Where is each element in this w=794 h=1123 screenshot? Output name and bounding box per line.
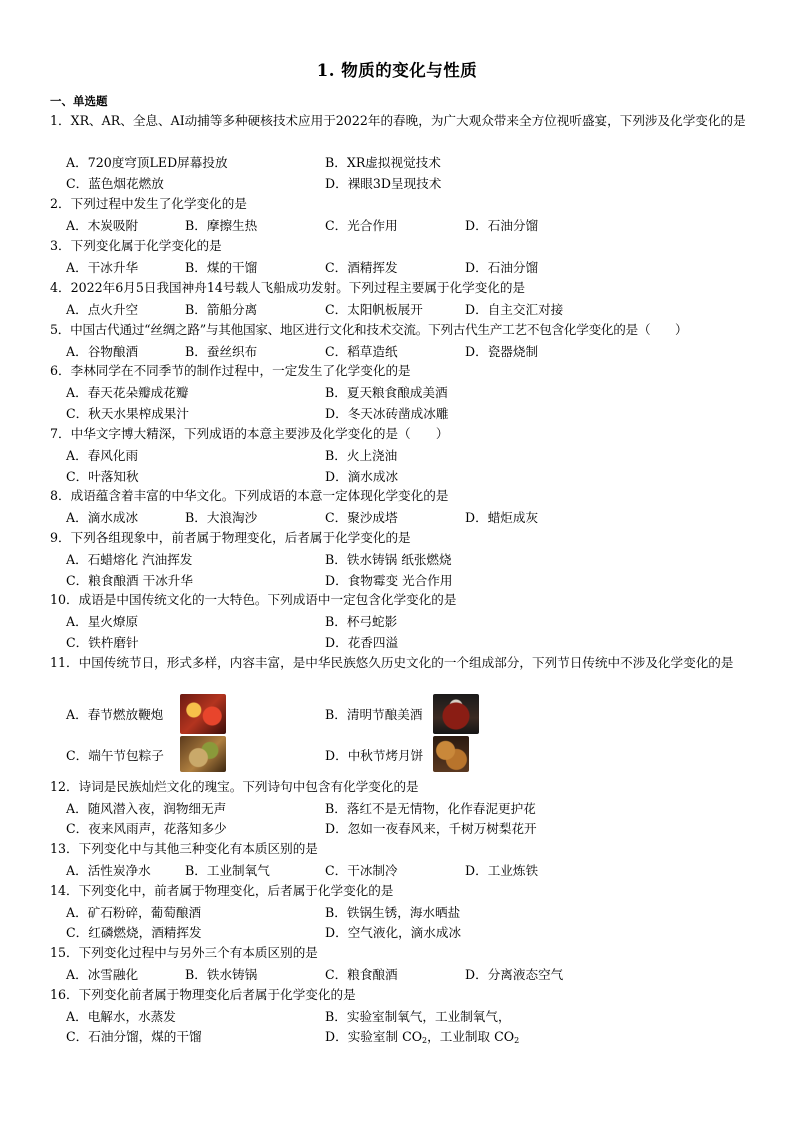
option-b: B．火上浇油 bbox=[325, 448, 398, 463]
option-b: B．落红不是无情物，化作春泥更护花 bbox=[325, 801, 536, 816]
option-b: B．大浪淘沙 bbox=[185, 510, 258, 525]
question-10-stem: 10．成语是中国传统文化的一大特色。下列成语中一定包含化学变化的是 bbox=[50, 592, 457, 607]
question-10-options-row2 bbox=[0, 632, 794, 653]
question-14-options-row2 bbox=[0, 922, 794, 943]
question-6-stem: 6．李林同学在不同季节的制作过程中，一定发生了化学变化的是 bbox=[50, 363, 411, 378]
question-12-options bbox=[0, 798, 794, 819]
option-c: C．石油分馏，煤的干馏 bbox=[66, 1029, 202, 1044]
option-a: A．矿石粉碎，葡萄酿酒 bbox=[66, 905, 202, 920]
option-c: C．干冰制冷 bbox=[325, 863, 398, 878]
question-5-options bbox=[0, 341, 794, 362]
option-d: D．空气液化，滴水成冰 bbox=[325, 925, 462, 940]
question-1-stem: 1．XR、AR、全息、AI动捕等多种硬核技术应用于2022年的春晚，为广大观众带来全方位视听盛宴，下列涉及化学变化的是 bbox=[50, 113, 746, 128]
option-a: A．春天花朵瓣成花瓣 bbox=[66, 385, 189, 400]
question-7-stem: 7．中华文字博大精深，下列成语的本意主要涉及化学变化的是（ ） bbox=[50, 426, 449, 441]
question-14-options bbox=[0, 902, 794, 923]
page-title: 1. 物质的变化与性质 bbox=[316, 61, 478, 80]
option-b: B．清明节酿美酒 bbox=[325, 707, 423, 722]
question-7-options bbox=[0, 445, 794, 466]
option-c: C．蓝色烟花燃放 bbox=[66, 176, 164, 191]
option-b: B．工业制氧气 bbox=[185, 863, 270, 878]
option-c: C．叶落知秋 bbox=[66, 469, 139, 484]
option-a: A．活性炭净水 bbox=[66, 863, 151, 878]
question-3-options bbox=[0, 257, 794, 278]
option-a: A．电解水，水蒸发 bbox=[66, 1009, 176, 1024]
option-d: D．蜡炬成灰 bbox=[465, 510, 539, 525]
option-b: B．蚕丝织布 bbox=[185, 344, 258, 359]
option-d: D．冬天冰砖凿成冰雕 bbox=[325, 406, 449, 421]
subscript: 2 bbox=[422, 1036, 428, 1045]
option-a: A．干冰升华 bbox=[66, 260, 139, 275]
option-d: D．瓷器烧制 bbox=[465, 344, 539, 359]
option-d: D．自主交汇对接 bbox=[465, 302, 564, 317]
option-d: D．滴水成冰 bbox=[325, 469, 399, 484]
option-d-mid: ，工业制取 CO bbox=[427, 1029, 515, 1044]
zongzi-photo bbox=[180, 736, 226, 772]
firecracker-photo bbox=[180, 694, 226, 734]
question-4-options bbox=[0, 299, 794, 320]
option-c: C．酒精挥发 bbox=[325, 260, 398, 275]
question-16-options bbox=[0, 1006, 794, 1027]
option-b: B．煤的干馏 bbox=[185, 260, 258, 275]
question-2-stem: 2．下列过程中发生了化学变化的是 bbox=[50, 196, 247, 211]
option-a: A．木炭吸附 bbox=[66, 218, 139, 233]
option-c: C．夜来风雨声，花落知多少 bbox=[66, 821, 227, 836]
option-d: D．石油分馏 bbox=[465, 218, 539, 233]
subscript: 2 bbox=[514, 1036, 520, 1045]
option-a: A．滴水成冰 bbox=[66, 510, 139, 525]
option-c: C．红磷燃烧，酒精挥发 bbox=[66, 925, 202, 940]
option-a: A．720度穹顶LED屏幕投放 bbox=[66, 155, 228, 170]
option-a: A．点火升空 bbox=[66, 302, 139, 317]
question-9-stem: 9．下列各组现象中，前者属于物理变化，后者属于化学变化的是 bbox=[50, 530, 411, 545]
option-b: B．铁水铸锅 纸张燃烧 bbox=[325, 552, 452, 567]
question-13-stem: 13．下列变化中与其他三种变化有本质区别的是 bbox=[50, 841, 318, 856]
question-2-options bbox=[0, 215, 794, 236]
option-c: C．太阳帆板展开 bbox=[325, 302, 423, 317]
question-1-options-row2 bbox=[0, 173, 794, 194]
option-a: A．春风化雨 bbox=[66, 448, 139, 463]
option-b: B．铁锅生锈，海水晒盐 bbox=[325, 905, 461, 920]
question-14-stem: 14．下列变化中，前者属于物理变化，后者属于化学变化的是 bbox=[50, 883, 394, 898]
option-c: C．秋天水果榨成果汁 bbox=[66, 406, 189, 421]
section-heading: 一、单选题 bbox=[50, 94, 108, 108]
question-10-options bbox=[0, 611, 794, 632]
option-a: A．石蜡熔化 汽油挥发 bbox=[66, 552, 193, 567]
option-d: D．忽如一夜春风来，千树万树梨花开 bbox=[325, 821, 537, 836]
option-c: C．端午节包粽子 bbox=[66, 748, 164, 763]
option-c: C．光合作用 bbox=[325, 218, 398, 233]
option-a: A．星火燎原 bbox=[66, 614, 139, 629]
option-d: D．食物霉变 光合作用 bbox=[325, 573, 453, 588]
option-c: C．粮食酿酒 干冰升华 bbox=[66, 573, 193, 588]
question-9-options bbox=[0, 549, 794, 570]
question-13-options bbox=[0, 860, 794, 881]
option-d: D．花香四溢 bbox=[325, 635, 399, 650]
option-d-prefix: D．实验室制 CO bbox=[325, 1029, 423, 1044]
question-7-options-row2 bbox=[0, 466, 794, 487]
question-15-stem: 15．下列变化过程中与另外三个有本质区别的是 bbox=[50, 945, 318, 960]
option-d: D．石油分馏 bbox=[465, 260, 539, 275]
question-16-options-row2 bbox=[0, 1026, 794, 1047]
question-6-options bbox=[0, 382, 794, 403]
question-16-stem: 16．下列变化前者属于物理变化后者属于化学变化的是 bbox=[50, 987, 356, 1002]
question-4-stem: 4．2022年6月5日我国神舟14号载人飞船成功发射。下列过程主要属于化学变化的是 bbox=[50, 280, 526, 295]
question-8-stem: 8．成语蕴含着丰富的中华文化。下列成语的本意一定体现化学变化的是 bbox=[50, 488, 449, 503]
option-c: C．聚沙成塔 bbox=[325, 510, 398, 525]
option-c: C．稻草造纸 bbox=[325, 344, 398, 359]
option-d: D．工业炼铁 bbox=[465, 863, 539, 878]
option-b: B．摩擦生热 bbox=[185, 218, 258, 233]
wine-photo bbox=[433, 694, 479, 734]
option-d bbox=[325, 1026, 519, 1051]
question-11-options-row2 bbox=[0, 745, 794, 766]
option-b: B．铁水铸锅 bbox=[185, 967, 258, 982]
question-11-options bbox=[0, 704, 794, 725]
option-c: C．铁杵磨针 bbox=[66, 635, 139, 650]
question-6-options-row2 bbox=[0, 403, 794, 424]
mooncake-photo bbox=[433, 736, 469, 772]
option-b: B．箭船分离 bbox=[185, 302, 258, 317]
question-12-stem: 12．诗词是民族灿烂文化的瑰宝。下列诗句中包含有化学变化的是 bbox=[50, 779, 419, 794]
option-d: D．裸眼3D呈现技术 bbox=[325, 176, 442, 191]
option-d: D．分离液态空气 bbox=[465, 967, 564, 982]
option-a: A．随风潜入夜，润物细无声 bbox=[66, 801, 227, 816]
option-b: B．杯弓蛇影 bbox=[325, 614, 398, 629]
question-3-stem: 3．下列变化属于化学变化的是 bbox=[50, 238, 222, 253]
question-12-options-row2 bbox=[0, 818, 794, 839]
option-b: B．XR虚拟视觉技术 bbox=[325, 155, 441, 170]
option-a: A．冰雪融化 bbox=[66, 967, 139, 982]
question-15-options bbox=[0, 964, 794, 985]
option-d: D．中秋节烤月饼 bbox=[325, 748, 424, 763]
question-8-options bbox=[0, 507, 794, 528]
option-b: B．实验室制氧气，工业制氧气， bbox=[325, 1009, 511, 1024]
option-c: C．粮食酿酒 bbox=[325, 967, 398, 982]
question-1-options bbox=[0, 152, 794, 173]
option-a: A．春节燃放鞭炮 bbox=[66, 707, 164, 722]
question-5-stem: 5．中国古代通过“丝绸之路”与其他国家、地区进行文化和技术交流。下列古代生产工艺不包含化学变化的是（ ） bbox=[50, 322, 688, 337]
question-11-stem: 11．中国传统节日，形式多样，内容丰富，是中华民族悠久历史文化的一个组成部分，下列节日传统中不涉及化学变化的是 bbox=[50, 655, 734, 670]
question-9-options-row2 bbox=[0, 570, 794, 591]
option-b: B．夏天粮食酿成美酒 bbox=[325, 385, 448, 400]
option-a: A．谷物酿酒 bbox=[66, 344, 139, 359]
